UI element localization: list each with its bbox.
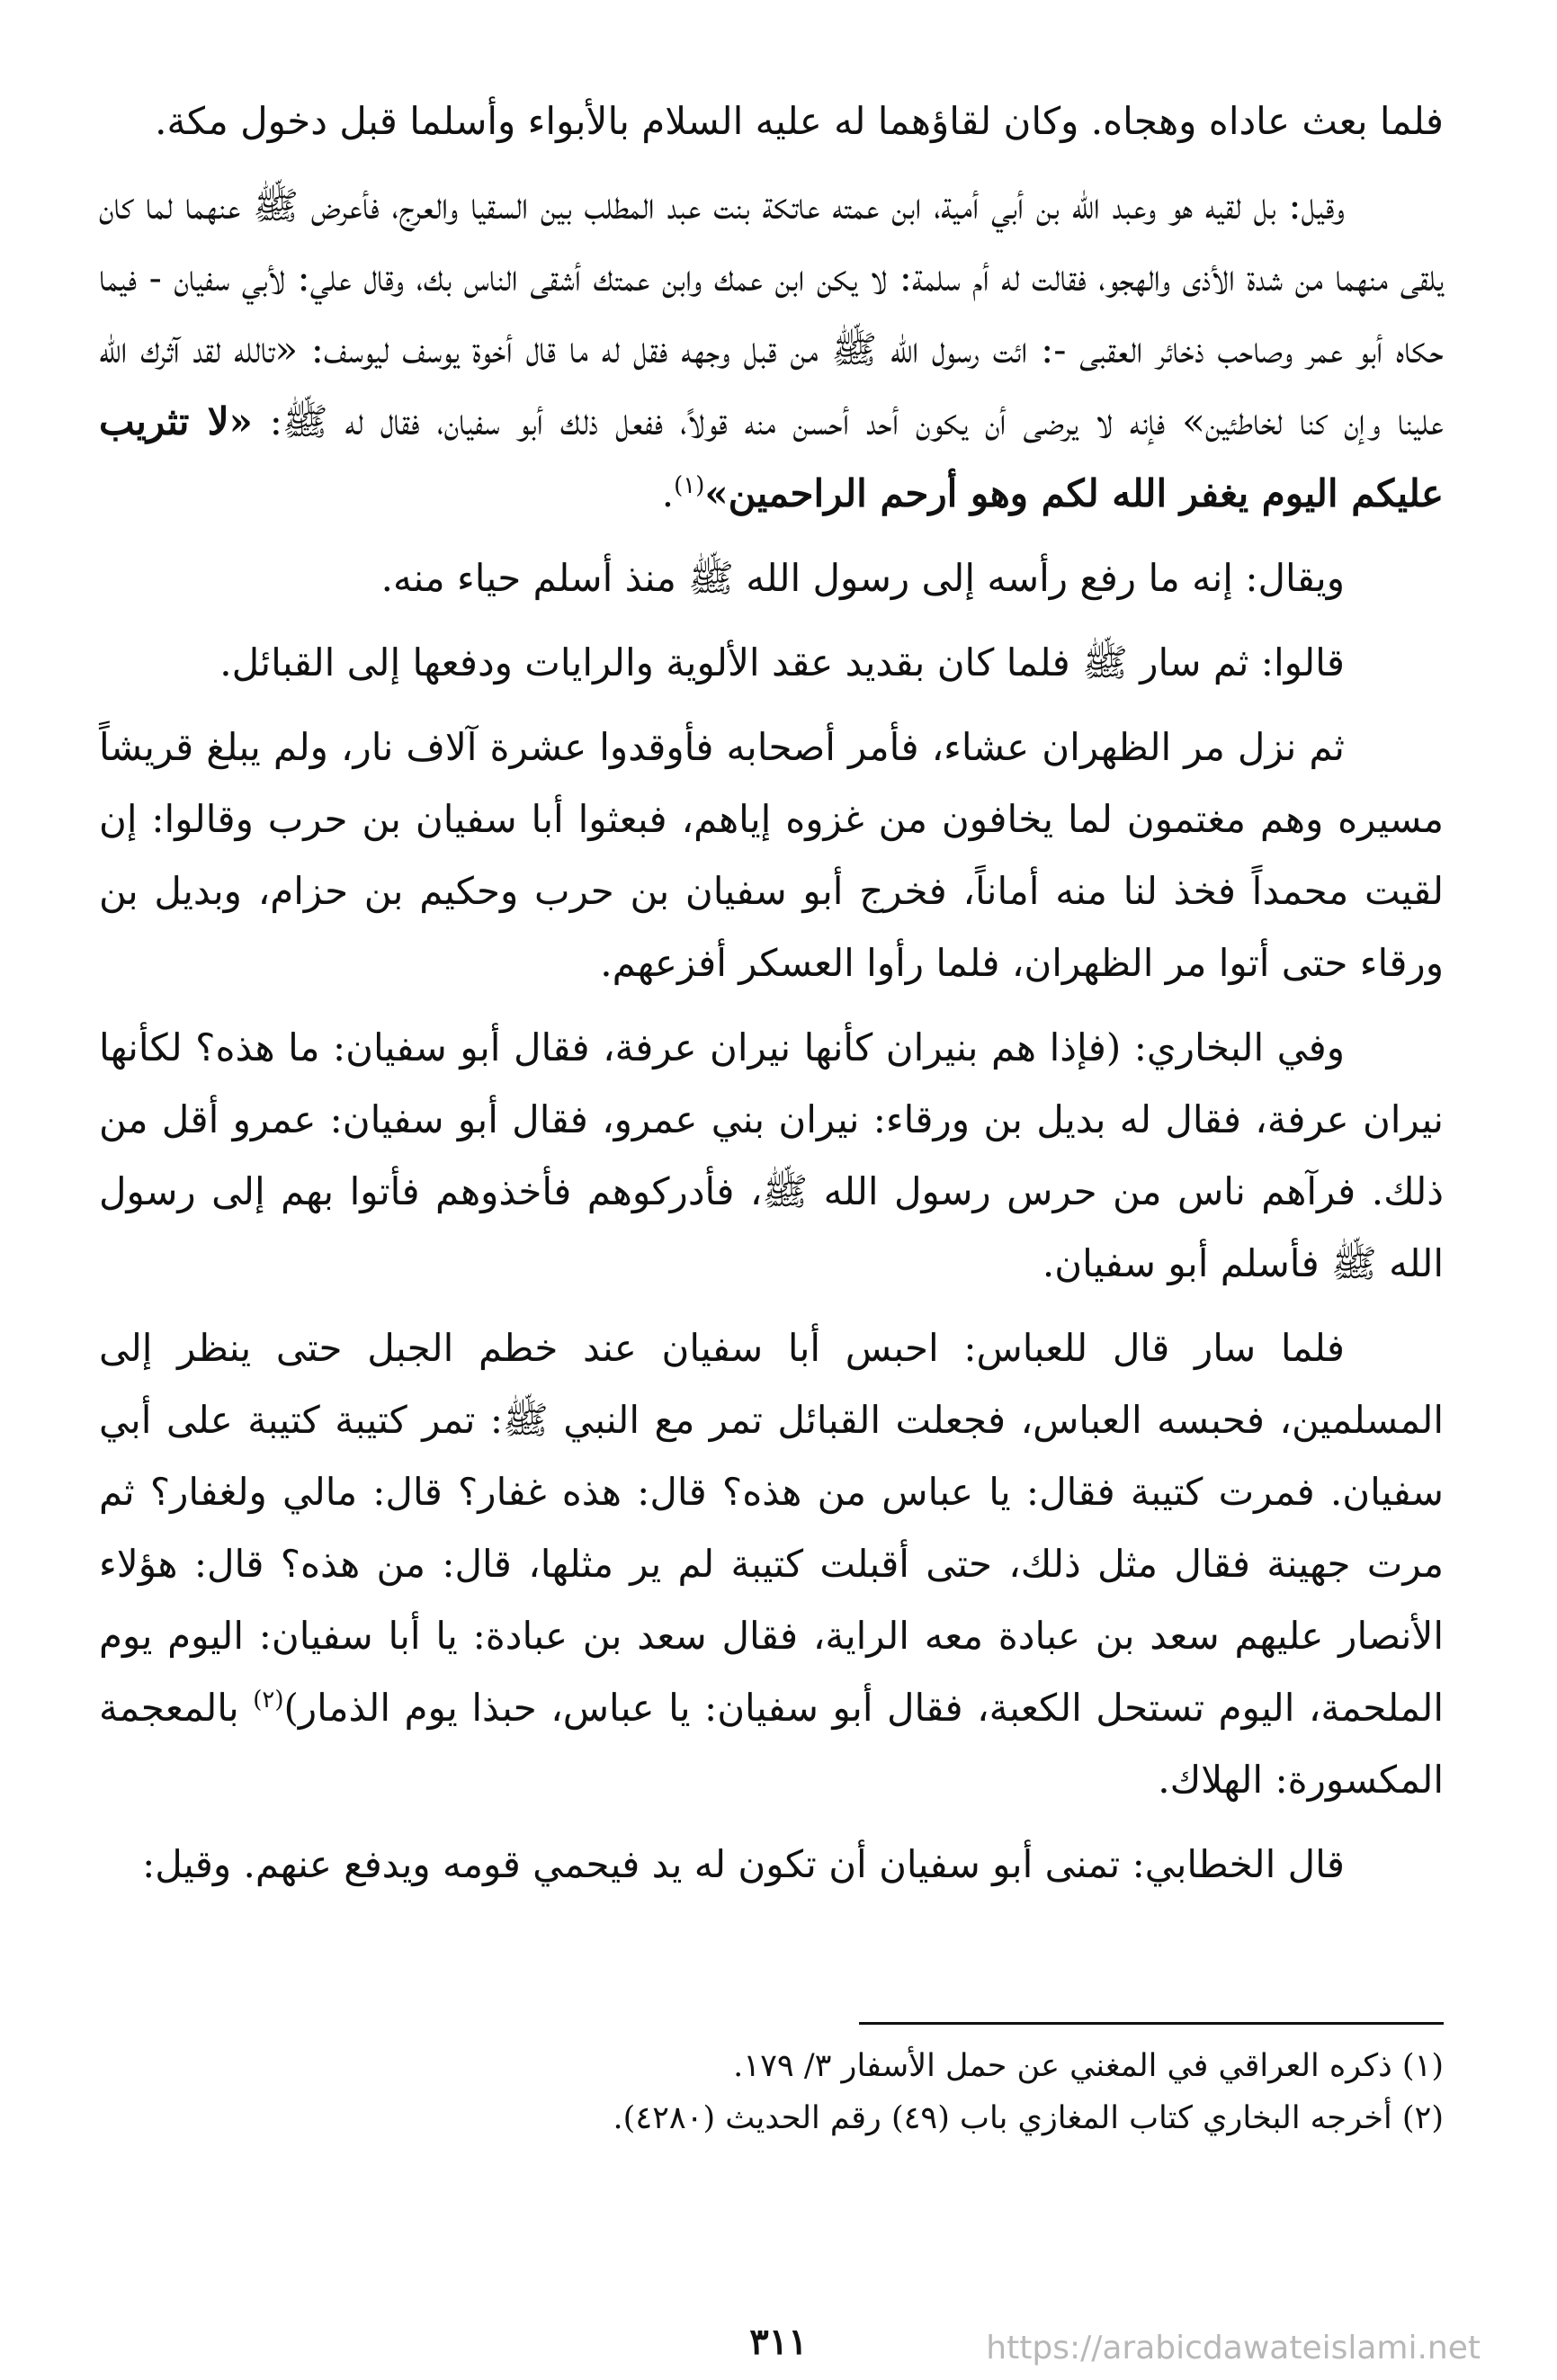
paragraph-text: وقيل: بل لقيه هو وعبد الله بن أبي أمية، ابن عمته عاتكة بنت عبد المطلب بين السقيا والعرج، فأعرض ﷺ عنهما لما كان يلقى منهما من شدة الأذى والهجو، فقالت له أم سلمة: لا يكن ابن عمك وابن عمتك أشقى الناس بك، وقال علي: لأبي سفيان - فيما حكاه أبو عمر وصاحب ذخائر العقبى -: ائت رسول الله ﷺ من قبل وجهه فقل له ما قال أخوة يوسف ليوسف: «تالله لقد آثرك الله علينا وإن كنا لخاطئين» فإنه لا يرضى أن يكون أحد أحسن منه قولاً، ففعل ذلك أبو سفيان، فقال له ﷺ: [99,183,1444,443]
paragraph [99,170,1444,530]
paragraph [99,1829,1444,1901]
footnote-ref: (٢) [253,1687,284,1713]
main-text [99,85,1444,1913]
paragraph [99,711,1444,999]
paragraph-text: قال الخطابي: تمنى أبو سفيان أن تكون له يد فيحمي قومه ويدفع عنهم. وقيل: [142,1842,1345,1886]
paragraph [99,1012,1444,1300]
paragraph-end: بالمعجمة المكسورة: الهلاك. [99,1686,1444,1802]
paragraph-text: ثم نزل مر الظهران عشاء، فأمر أصحابه فأوقدوا عشرة آلاف نار، ولم يبلغ قريشاً مسيره وهم مغتمون لما يخافون من غزوه إياهم، فبعثوا أبا سفيان بن حرب وقالوا: إن لقيت محمداً فخذ لنا منه أماناً، فخرج أبو سفيان بن حرب وحكيم بن حزام، وبديل بن ورقاء حتى أتوا مر الظهران، فلما رأوا العسكر أفزعهم. [99,725,1444,985]
paragraph-text: ويقال: إنه ما رفع رأسه إلى رسول الله ﷺ منذ أسلم حياء منه. [380,556,1345,600]
paragraph [99,542,1444,614]
footnote: (١) ذكره العراقي في المغني عن حمل الأسفار ٣/ ١٧٩. [733,2048,1444,2084]
bold-quote: «لا تثريب عليكم اليوم يغفر الله لكم وهو أرحم الراحمين» [99,399,1444,515]
paragraph [99,85,1444,157]
paragraph-end: . [661,471,675,515]
paragraph [99,627,1444,699]
paragraph-text: فلما بعث عاداه وهجاه. وكان لقاؤهما له عليه السلام بالأبواء وأسلما قبل دخول مكة. [155,99,1444,143]
paragraph-text: وفي البخاري: (فإذا هم بنيران كأنها نيران عرفة، فقال أبو سفيان: ما هذه؟ لكأنها نيران عرفة، فقال له بديل بن ورقاء: نيران بني عمرو، فقال أبو سفيان: عمرو أقل من ذلك. فرآهم ناس من حرس رسول الله ﷺ، فأدركوهم فأخذوهم فأتوا بهم إلى رسول الله ﷺ فأسلم أبو سفيان. [99,1025,1445,1285]
paragraph [99,1312,1444,1816]
watermark-url: https://arabicdawateislami.net [986,2330,1481,2367]
paragraph-text: فلما سار قال للعباس: احبس أبا سفيان عند خطم الجبل حتى ينظر إلى المسلمين، فحبسه العباس، فجعلت القبائل تمر مع النبي ﷺ: تمر كتيبة كتيبة على أبي سفيان. فمرت كتيبة فقال: يا عباس من هذه؟ قال: هذه غفار؟ قال: مالي ولغفار؟ ثم مرت جهينة فقال مثل ذلك، حتى أقبلت كتيبة لم ير مثلها، قال: من هذه؟ قال: هؤلاء الأنصار عليهم سعد بن عبادة معه الراية، فقال سعد بن عبادة: يا أبا سفيان: اليوم يوم الملحمة، اليوم تستحل الكعبة، فقال أبو سفيان: يا عباس، حبذا يوم الذمار) [99,1326,1444,1730]
paragraph-text: قالوا: ثم سار ﷺ فلما كان بقديد عقد الألوية والرايات ودفعها إلى القبائل. [219,640,1345,684]
page-number: ٣١١ [749,2321,808,2363]
footnote-ref: (١) [674,472,705,499]
footnote: (٢) أخرجه البخاري كتاب المغازي باب (٤٩) رقم الحديث (٤٢٨٠). [613,2100,1444,2136]
footnote-divider [859,2022,1444,2025]
footnotes [544,2040,1444,2144]
